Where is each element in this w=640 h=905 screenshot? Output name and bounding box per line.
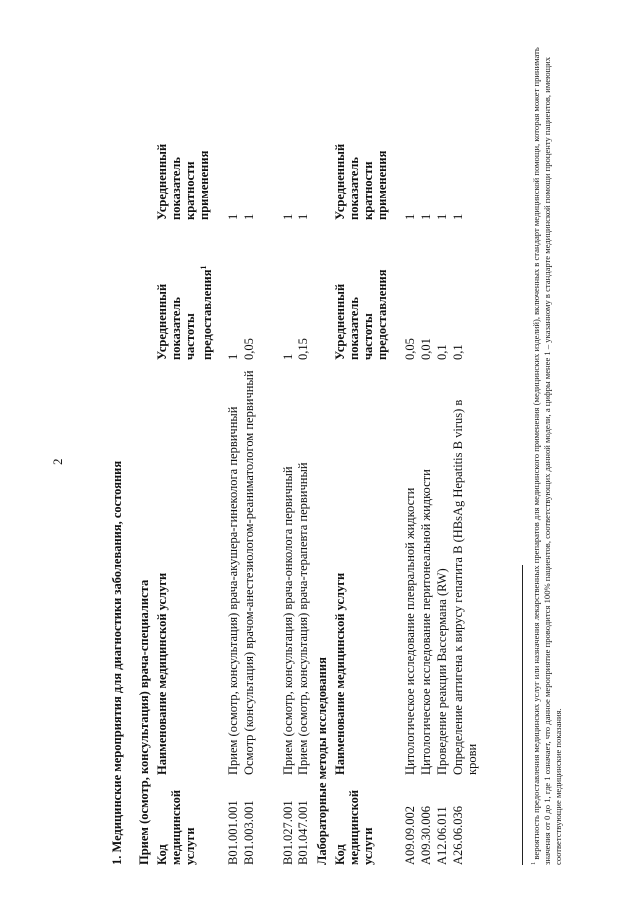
consult-row-4-mult: 1 [296,213,310,220]
consult-row-1-freq: 1 [226,353,240,360]
consult-row-2-mult: 1 [242,213,256,220]
lab-row-2-mult: 1 [419,213,433,220]
consult-row-4-freq: 0,15 [296,338,310,360]
lab-row-2-freq: 0,01 [419,338,433,360]
lab-row-1-mult: 1 [403,213,417,220]
lab-row-3-code: A12.06.011 [435,806,449,865]
page-number: 2 [50,458,65,465]
lab-header-name: Наименование медицинской услуги [333,572,347,775]
consult-row-2-code: B01.003.001 [242,800,256,865]
lab-row-1-freq: 0,05 [403,338,417,360]
consult-title: Прием (осмотр, консультация) врача-специалиста [137,579,151,865]
lab-row-3-mult: 1 [435,213,449,220]
consult-header-name: Наименование медицинской услуги [155,572,169,775]
footnote-divider [522,565,523,865]
lab-row-4-code: A26.06.036 [451,805,465,865]
section-title: 1. Медицинские мероприятия для диагностики заболевания, состояния [110,460,124,865]
lab-row-4-name: Определение антигена к вирусу гепатита B (HBsAg Hepatitis B virus) в крови [451,399,479,775]
lab-row-2-code: A09.30.006 [419,805,433,865]
consult-row-3-mult: 1 [281,213,295,220]
lab-row-4-freq: 0,1 [451,344,465,360]
lab-row-4-mult: 1 [451,213,465,220]
consult-header-mult: Усредненный показатель кратности применения [155,143,211,220]
consult-row-1-code: B01.001.001 [226,800,240,865]
consult-header-code: Код медицинской услуги [155,789,197,865]
lab-row-2-name: Цитологическое исследование перитонеальной жидкости [419,469,433,775]
consult-row-1-name: Прием (осмотр, консультация) врача-акушера-гинеколога первичный [226,406,240,775]
lab-row-1-name: Цитологическое исследование плевральной жидкости [403,487,417,775]
consult-row-1-mult: 1 [226,213,240,220]
consult-header-freq: Усредненный показатель частоты предоставления$^1$ [155,265,215,360]
footnote [528,40,564,865]
lab-header-freq: Усредненный показатель частоты предоставления [333,269,389,360]
consult-row-2-name: Осмотр (консультация) врачом-анестезиологом-реаниматологом первичный [242,370,256,775]
consult-row-2-freq: 0,05 [242,338,256,360]
consult-row-3-name: Прием (осмотр, консультация) врача-онколога первичный [281,466,295,775]
consult-row-3-code: B01.027.001 [281,800,295,865]
lab-row-3-name: Проведение реакции Вассермана (RW) [435,568,449,775]
lab-title: Лабораторные методы исследования [315,657,329,865]
consult-row-4-name: Прием (осмотр, консультация) врача-терапевта первичный [296,462,310,775]
footnote-text: вероятность предоставления медицинских услуг или назначения лекарственных препаратов для медицинского применения (медицинских изделий), включенных в стандарт медицинской помощи, которая может принимать значения от 0 до 1, где 1 означает, что данное мероприятие проводится 100% пациентов, соответствующих данной модели, а цифры менее 1 – указанному в стандарте медицинской помощи проценту пациентов, имеющих соответствующие медицинские показания. [530,47,564,865]
footnote-marker: 1 [530,861,537,865]
consult-row-4-code: B01.047.001 [296,800,310,865]
lab-header-mult: Усредненный показатель кратности применения [333,143,389,220]
lab-row-1-code: A09.09.002 [403,805,417,865]
lab-header-code: Код медицинской услуги [333,789,375,865]
consult-row-3-freq: 1 [281,353,295,360]
lab-row-3-freq: 0,1 [435,344,449,360]
